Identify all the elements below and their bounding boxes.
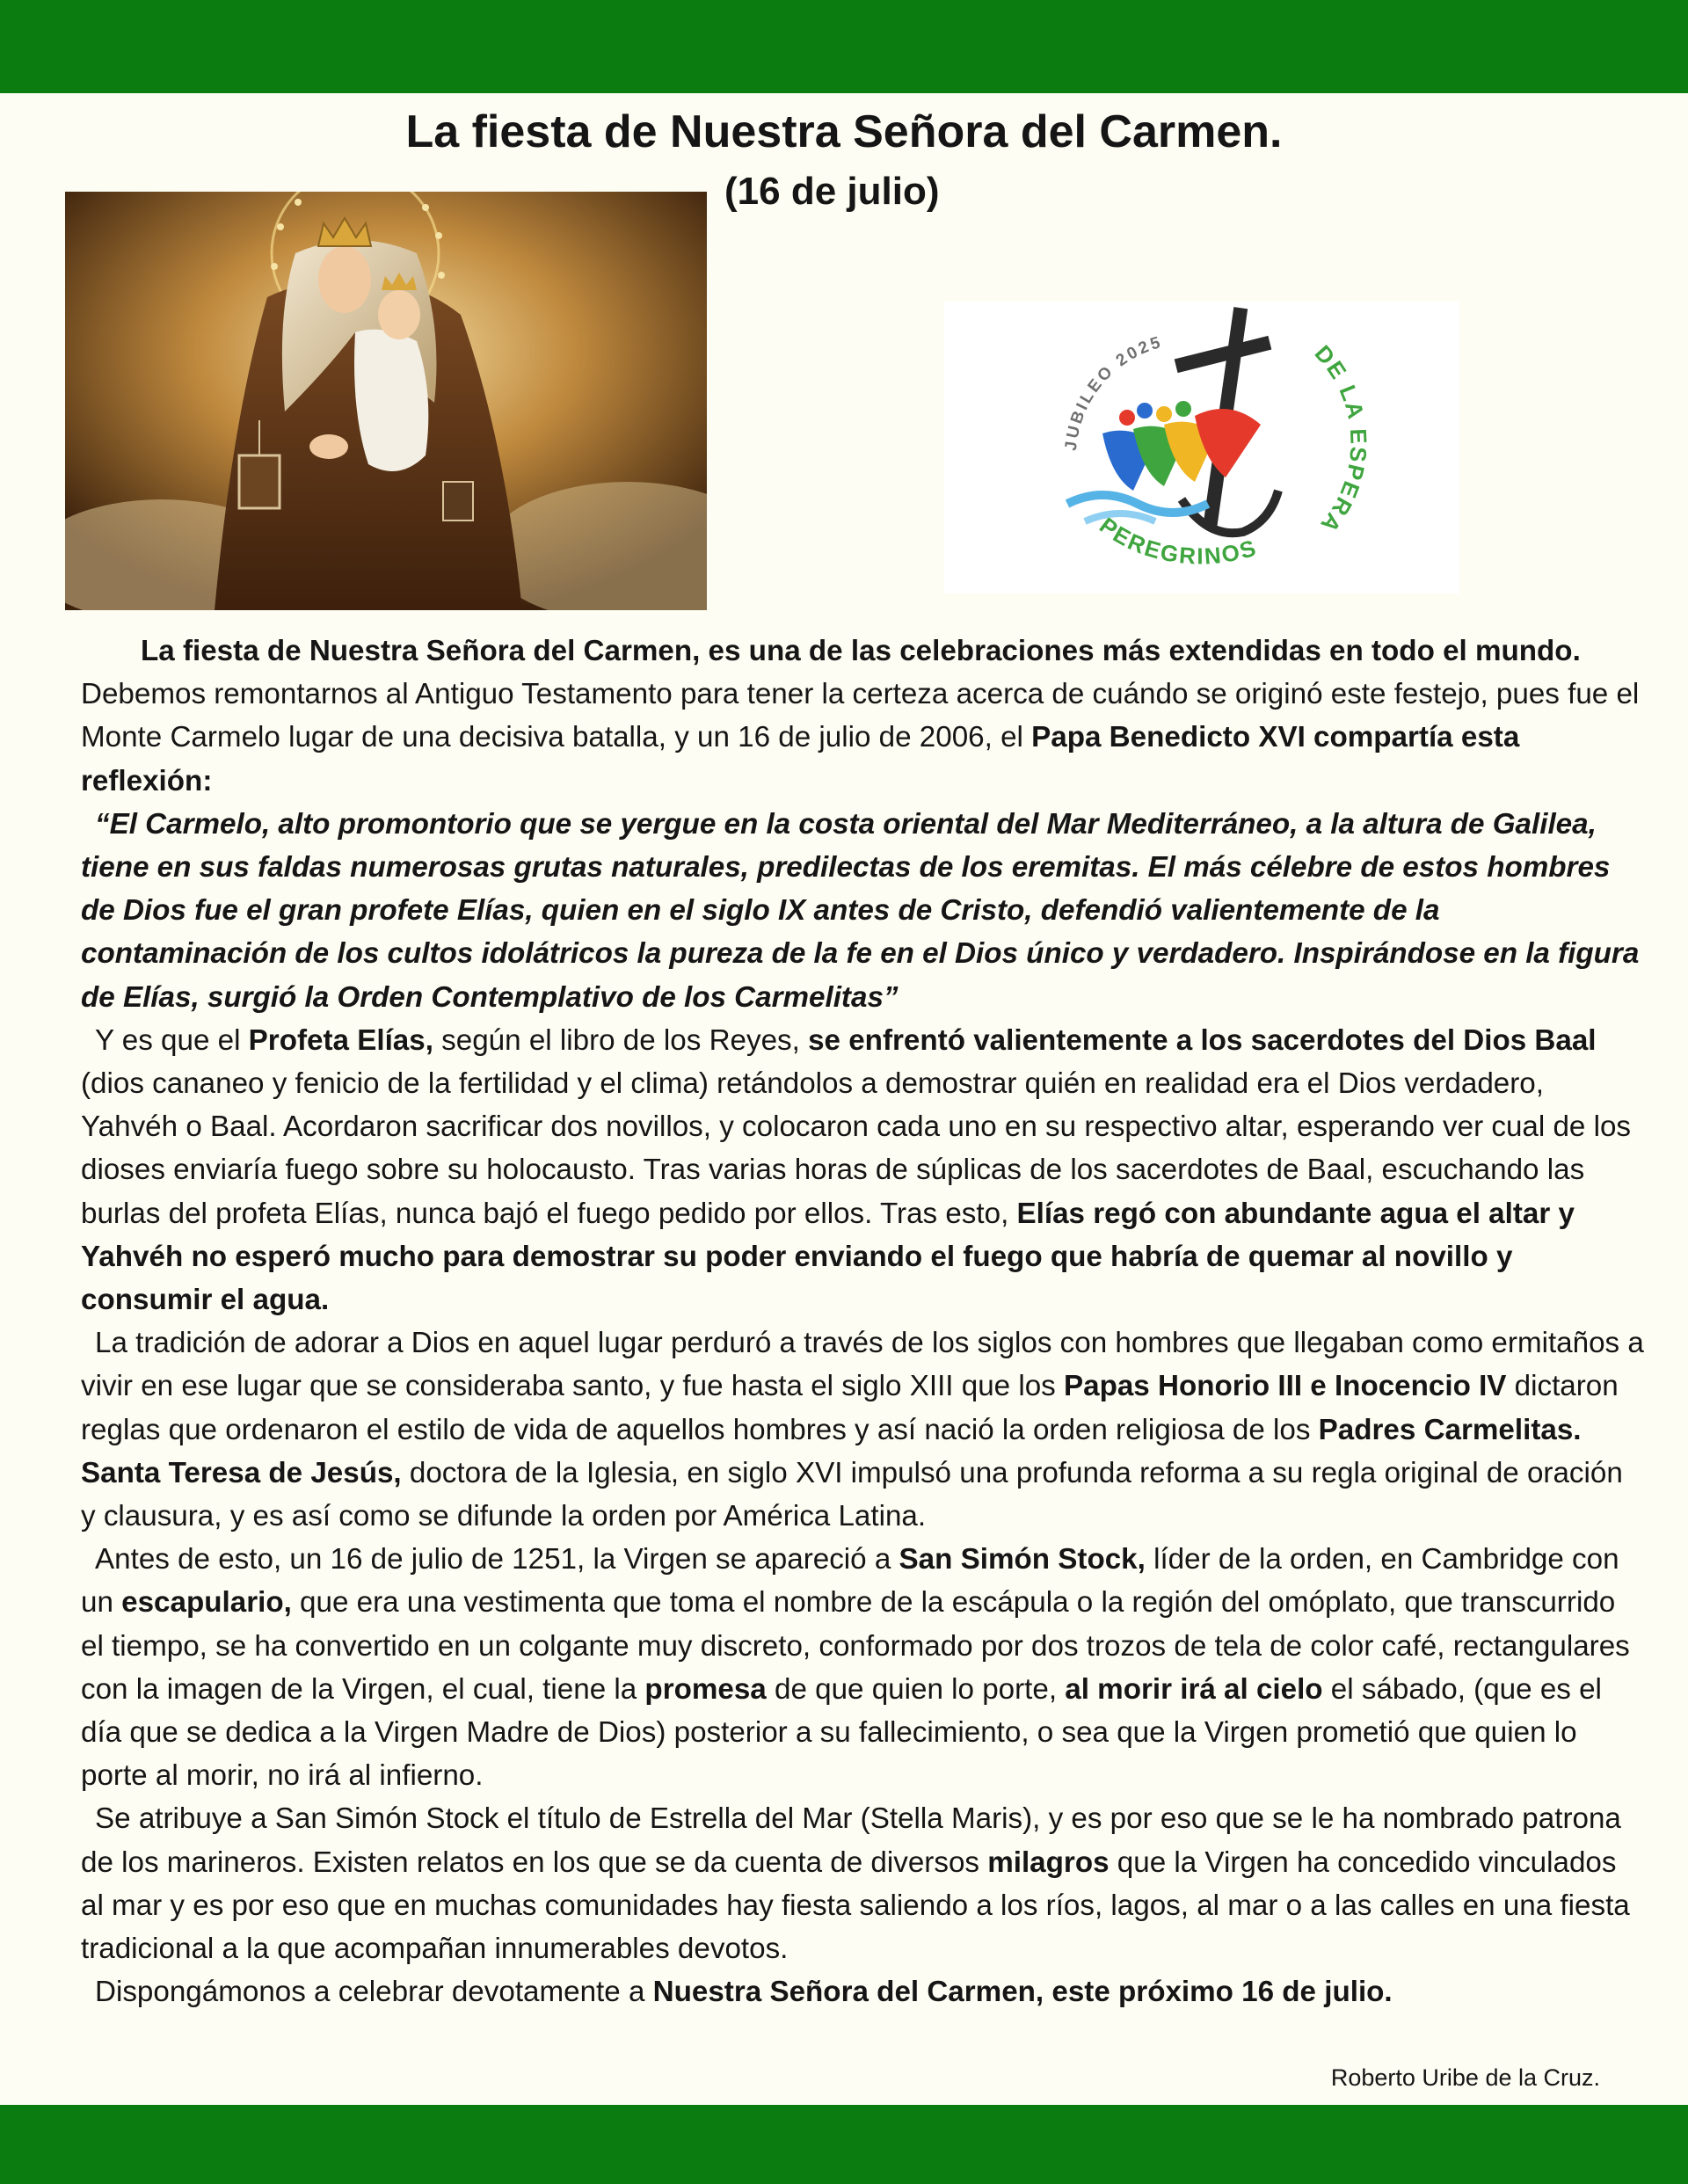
logo-arc-top-text: JUBILEO 2025: [1061, 332, 1166, 452]
paragraph-quote: “El Carmelo, alto promontorio que se yergue en la costa oriental del Mar Mediterráneo, a la altura de Galilea, tiene en sus faldas numerosas grutas naturales, predilectas de los eremitas. El más célebre de estos hombres de Dios fue el gran profete Elías, quien en el siglo IX antes de Cristo, defendió valientemente de la contaminación de los cultos idolátricos la pureza de la fe en el Dios único y verdadero. Inspirándose en la figura de Elías, surgió la Orden Contemplativo de los Carmelitas”: [81, 807, 1640, 1014]
p6-text-1: Se atribuye a San Simón Stock el título de Estrella del Mar (Stella Maris), y es por eso que se le ha nombrado patrona de los marineros. Existen relatos en los que se da cuenta de diversos: [81, 1802, 1621, 1879]
virgin-of-carmel-painting: [65, 192, 707, 610]
paragraph-tradition: [81, 1321, 1644, 1538]
p3-bold-2: se enfrentó valientemente a los sacerdotes del Dios Baal: [808, 1023, 1597, 1057]
p5-bold-4: al morir irá al cielo: [1065, 1672, 1323, 1706]
p6-text-2: que la Virgen ha concedido vinculados al mar y es por eso que en muchas comunidades hay fiesta saliendo a los ríos, lagos, al mar o a las calles en una fiesta tradicional a la que acompañan innumerables devotos.: [81, 1845, 1630, 1966]
article-body: [81, 630, 1644, 2014]
p5-text-2: líder de la orden, en Cambridge con un: [81, 1543, 1619, 1620]
author-signature: Roberto Uribe de la Cruz.: [1330, 2064, 1600, 2091]
top-green-band: [0, 0, 1688, 93]
intro-lead-bold: La fiesta de Nuestra Señora del Carmen, es una de las celebraciones más extendidas en todo el mundo.: [141, 635, 1581, 667]
p3-text-3: (dios cananeo y fenicio de la fertilidad y el clima) retándolos a demostrar quién en realidad era el Dios verdadero, Yahvéh o Baal. Acordaron sacrificar dos novillos, y colocaron cada uno en su respectivo altar, esperando ver cual de los dioses enviaría fuego sobre su holocausto. Tras varias horas de súplicas de los sacerdotes de Baal, escuchando las burlas del profeta Elías, nunca bajó el fuego pedido por ellos. Tras esto,: [81, 1067, 1632, 1230]
p3-bold-1: Profeta Elías,: [248, 1023, 433, 1057]
page-subtitle-date: (16 de julio): [724, 170, 940, 213]
p5-bold-1: San Simón Stock,: [899, 1543, 1146, 1576]
p5-text-1: Antes de esto, un 16 de julio de 1251, la Virgen se apareció a: [95, 1543, 899, 1576]
p5-text-4: de que quien lo porte,: [766, 1672, 1066, 1706]
bottom-green-band: [0, 2105, 1688, 2184]
logo-arc-right-text: DE LA ESPERA: [1309, 339, 1372, 539]
p6-bold-1: milagros: [987, 1845, 1110, 1879]
paragraph-elias: [81, 1019, 1644, 1321]
p3-text-2: según el libro de los Reyes,: [433, 1023, 809, 1057]
paragraph-closing: [81, 1970, 1644, 2013]
paragraph-intro: [81, 630, 1644, 803]
p4-text-2: dictaron reglas que ordenaron el estilo de vida de aquellos hombres y así nació la orden religiosa de los: [81, 1370, 1619, 1446]
p4-text-3: doctora de la Iglesia, en siglo XVI impulsó una profunda reforma a su regla original de oración y clausura, y es así como se difunde la orden por América Latina.: [81, 1456, 1623, 1533]
intro-bold-end: Papa Benedicto XVI compartía esta reflexión:: [81, 721, 1520, 797]
p4-bold-2: Padres Carmelitas. Santa Teresa de Jesús,: [81, 1413, 1582, 1489]
p4-bold-1: Papas Honorio III e Inocencio IV: [1063, 1370, 1507, 1403]
p5-text-5: el sábado, (que es el día que se dedica a la Virgen Madre de Dios) posterior a su fallecimiento, o sea que la Virgen prometió que quien lo porte al morir, no irá al infierno.: [81, 1672, 1602, 1793]
p3-bold-3: Elías regó con abundante agua el altar y Yahvéh no esperó mucho para demostrar su poder enviando el fuego que habría de quemar al novillo y consumir el agua.: [81, 1197, 1575, 1317]
p5-bold-3: promesa: [644, 1672, 767, 1706]
intro-text: Debemos remontarnos al Antiguo Testamento para tener la certeza acerca de cuándo se originó este festejo, pues fue el Monte Carmelo lugar de una decisiva batalla, y un 16 de julio de 2006, el: [81, 678, 1640, 754]
jubilee-2025-logo: [944, 302, 1459, 593]
paragraph-stella-maris: [81, 1797, 1644, 1970]
page-title: La fiesta de Nuestra Señora del Carmen.: [405, 106, 1283, 157]
p5-bold-2: escapulario,: [121, 1586, 292, 1620]
p7-bold-1: Nuestra Señora del Carmen, este próximo 16 de julio.: [652, 1976, 1393, 2009]
logo-arc-bottom-text: PEREGRINOS: [1095, 512, 1261, 570]
svg-text:PEREGRINOS: [1095, 512, 1261, 569]
p7-text-1: Dispongámonos a celebrar devotamente a: [95, 1976, 653, 2009]
paragraph-scapular: [81, 1538, 1644, 1797]
p5-text-3: que era una vestimenta que toma el nombre de la escápula o la región del omóplato, que transcurrido el tiempo, se ha convertido en un colgante muy discreto, conformado por dos trozos de tela de color café, rectangulares con la imagen de la Virgen, el cual, tiene la: [81, 1586, 1630, 1706]
p3-text-1: Y es que el: [95, 1023, 249, 1057]
p4-text-1: La tradición de adorar a Dios en aquel lugar perduró a través de los siglos con hombres que llegaban como ermitaños a vivir en ese lugar que se consideraba santo, y fue hasta el siglo XIII que los: [81, 1327, 1644, 1403]
